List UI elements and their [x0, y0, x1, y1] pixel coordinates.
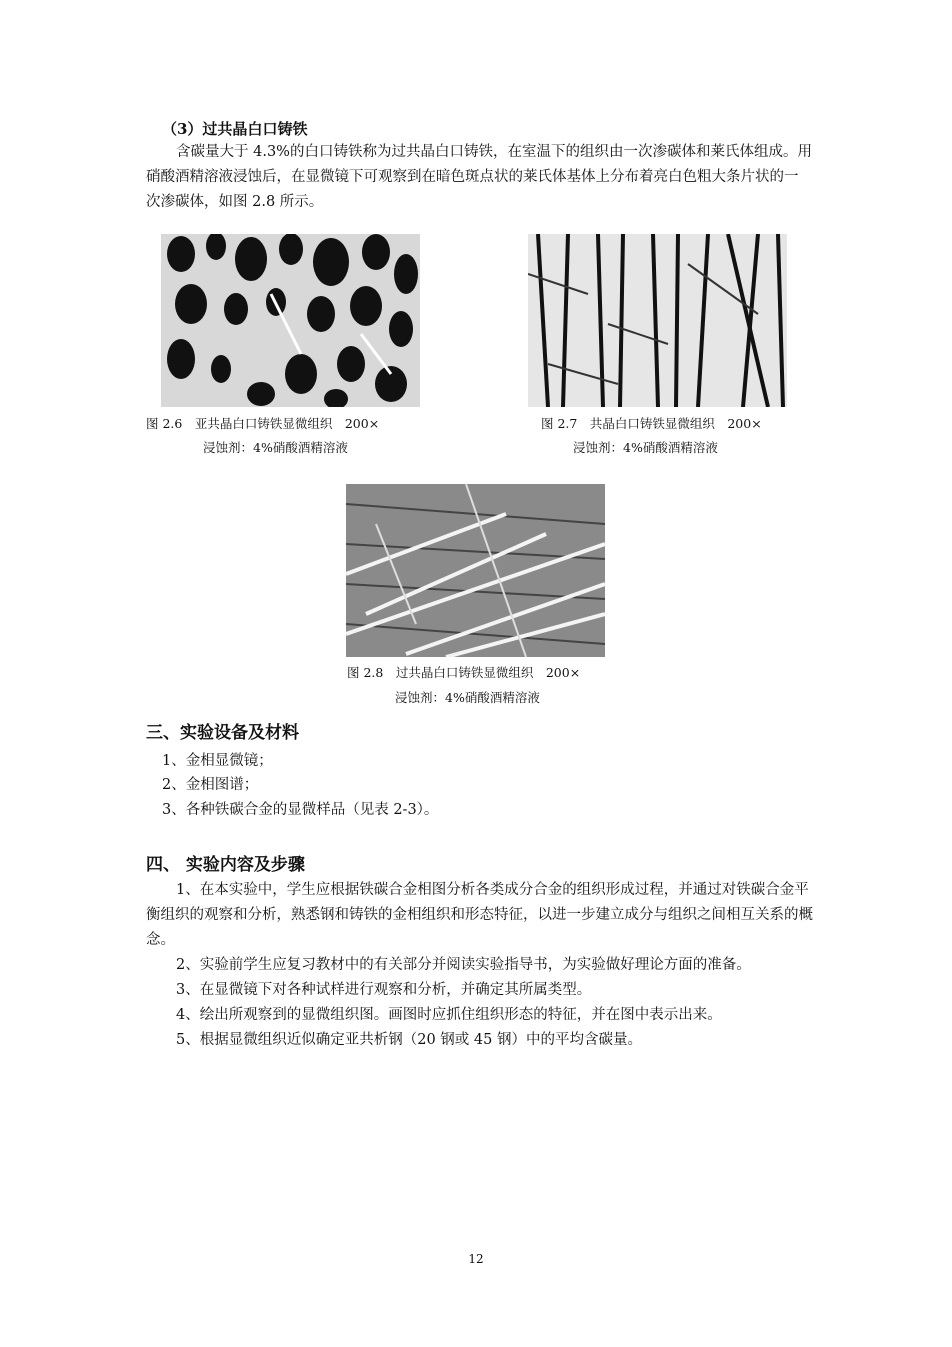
- fig-2-7-etchant: 浸蚀剂：4%硝酸酒精溶液: [573, 440, 718, 455]
- page-number: 12: [468, 1252, 484, 1266]
- procedure-list: [146, 878, 816, 1053]
- procedure-step: 3、在显微镜下对各种试样进行观察和分析，并确定其所属类型。: [176, 982, 592, 998]
- procedure-heading: 四、 实验内容及步骤: [146, 855, 305, 875]
- fig-2-6-etchant: 浸蚀剂：4%硝酸酒精溶液: [203, 440, 348, 455]
- micrograph-fig-2-6: [161, 234, 420, 407]
- procedure-step: 5、根据显微组织近似确定亚共析钢（20 钢或 45 钢）中的平均含碳量。: [176, 1032, 642, 1048]
- fig-2-8-caption: 图 2.8 过共晶白口铸铁显微组织 200×: [347, 665, 581, 680]
- fig-2-8-etchant: 浸蚀剂：4%硝酸酒精溶液: [395, 690, 540, 705]
- equipment-heading: 三、实验设备及材料: [146, 723, 299, 743]
- procedure-step: 2、实验前学生应复习教材中的有关部分并阅读实验指导书，为实验做好理论方面的准备。: [176, 957, 751, 973]
- fig-2-7-caption: 图 2.7 共晶白口铸铁显微组织 200×: [541, 416, 762, 431]
- equipment-item: 3、各种铁碳合金的显微样品（见表 2-3）。: [162, 802, 439, 818]
- micrograph-fig-2-8: [346, 484, 605, 657]
- intro-paragraph: 含碳量大于 4.3%的白口铸铁称为过共晶白口铸铁，在室温下的组织由一次渗碳体和莱氏体组成。用硝酸酒精溶液浸蚀后，在显微镜下可观察到在暗色斑点状的莱氏体基体上分布着亮白色粗大条片状的一次渗碳体，如图 2.8 所示。: [146, 144, 812, 210]
- section-title: （3）过共晶白口铸铁: [162, 120, 308, 138]
- equipment-item: 2、金相图谱；: [162, 777, 259, 793]
- procedure-step: 4、绘出所观察到的显微组织图。画图时应抓住组织形态的特征，并在图中表示出来。: [176, 1007, 722, 1023]
- micrograph-fig-2-7: [528, 234, 787, 407]
- equipment-item: 1、金相显微镜；: [162, 753, 273, 769]
- procedure-step: 1、在本实验中，学生应根据铁碳合金相图分析各类成分合金的组织形成过程，并通过对铁碳合金平衡组织的观察和分析，熟悉钢和铸铁的金相组织和形态特征，以进一步建立成分与组织之间相互关系的概念。: [146, 882, 813, 948]
- fig-2-6-caption: 图 2.6 亚共晶白口铸铁显微组织 200×: [146, 416, 380, 431]
